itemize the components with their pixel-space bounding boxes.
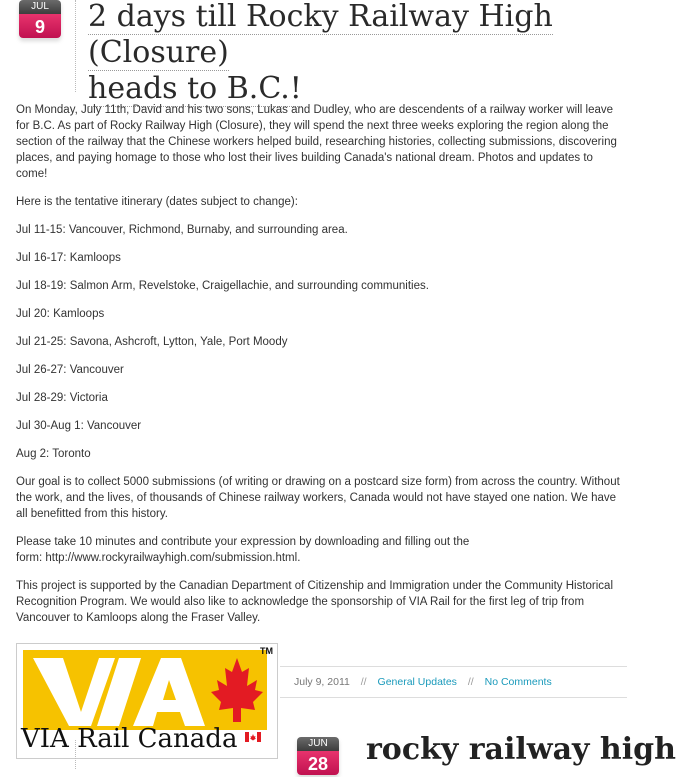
date-day-2: 28 <box>297 751 339 775</box>
paragraph: Our goal is to collect 5000 submissions (of writing or drawing on a postcard size form) from across the country. Without the work, and the lives, of thousands of Chinese railway workers, Canada would not have stayed one nation. We have all benefitted from this history. <box>16 476 620 520</box>
post-title-line2[interactable]: heads to B.C.! <box>88 71 302 106</box>
itinerary-item: Aug 2: Toronto <box>16 448 91 460</box>
itinerary-item: Jul 21-25: Savona, Ashcroft, Lytton, Yale, Port Moody <box>16 336 288 348</box>
date-badge <box>19 0 61 38</box>
post-body <box>16 102 620 638</box>
itinerary-item: Jul 30-Aug 1: Vancouver <box>16 420 142 432</box>
itinerary-item: Jul 28-29: Victoria <box>16 392 108 404</box>
divider-line <box>75 0 76 92</box>
canada-flag-icon <box>245 732 261 742</box>
post-title-2[interactable]: rocky railway high <box>366 732 676 767</box>
itinerary-item: Jul 20: Kamloops <box>16 308 105 320</box>
itinerary-item: Jul 11-15: Vancouver, Richmond, Burnaby, and surrounding area. <box>16 224 348 236</box>
itinerary-item: Jul 18-19: Salmon Arm, Revelstoke, Craigellachie, and surrounding communities. <box>16 280 429 292</box>
via-logo-mark <box>23 650 267 730</box>
post-meta <box>280 666 627 698</box>
paragraph: This project is supported by the Canadian Department of Citizenship and Immigration under the Community Historical Recognition Program. We would also like to acknowledge the sponsorship of VIA Rail for the first leg of trip from Vancouver to Kamloops along the Fraser Valley. <box>16 580 614 624</box>
paragraph: Here is the tentative itinerary (dates subject to change): <box>16 196 298 208</box>
date-month-2: JUN <box>297 737 339 751</box>
post-title[interactable] <box>88 0 633 107</box>
itinerary-item: Jul 26-27: Vancouver <box>16 364 124 376</box>
date-month: JUL <box>19 0 61 14</box>
meta-separator: // <box>360 676 367 688</box>
trademark: TM <box>260 646 273 656</box>
meta-separator: // <box>467 676 474 688</box>
via-logo-text: VIA Rail Canada <box>21 724 238 754</box>
date-badge-2 <box>297 737 339 775</box>
category-link[interactable]: General Updates <box>377 676 457 688</box>
post-date: July 9, 2011 <box>294 676 350 688</box>
via-rail-logo <box>16 643 278 759</box>
via-logo-graphic <box>23 650 267 730</box>
itinerary-item: Jul 16-17: Kamloops <box>16 252 121 264</box>
divider-line <box>75 740 76 769</box>
comments-link[interactable]: No Comments <box>484 676 552 688</box>
post-title-line1[interactable]: 2 days till Rocky Railway High (Closure) <box>88 0 553 70</box>
date-day: 9 <box>19 14 61 38</box>
paragraph: Please take 10 minutes and contribute your expression by downloading and filling out the form: http://www.rockyrailwayhigh.com/submission.html. <box>16 536 470 564</box>
paragraph: On Monday, July 11th, David and his two sons, Lukas and Dudley, who are descendents of a railway worker will leave for B.C. As part of Rocky Railway High (Closure), they will spend the next three weeks exploring the region along the section of the railway that the Chinese workers helped build, researching histories, collecting submissions, discovering places, and paying homage to those who lost their lives building Canada's national dream. Photos and updates to come! <box>16 104 617 180</box>
